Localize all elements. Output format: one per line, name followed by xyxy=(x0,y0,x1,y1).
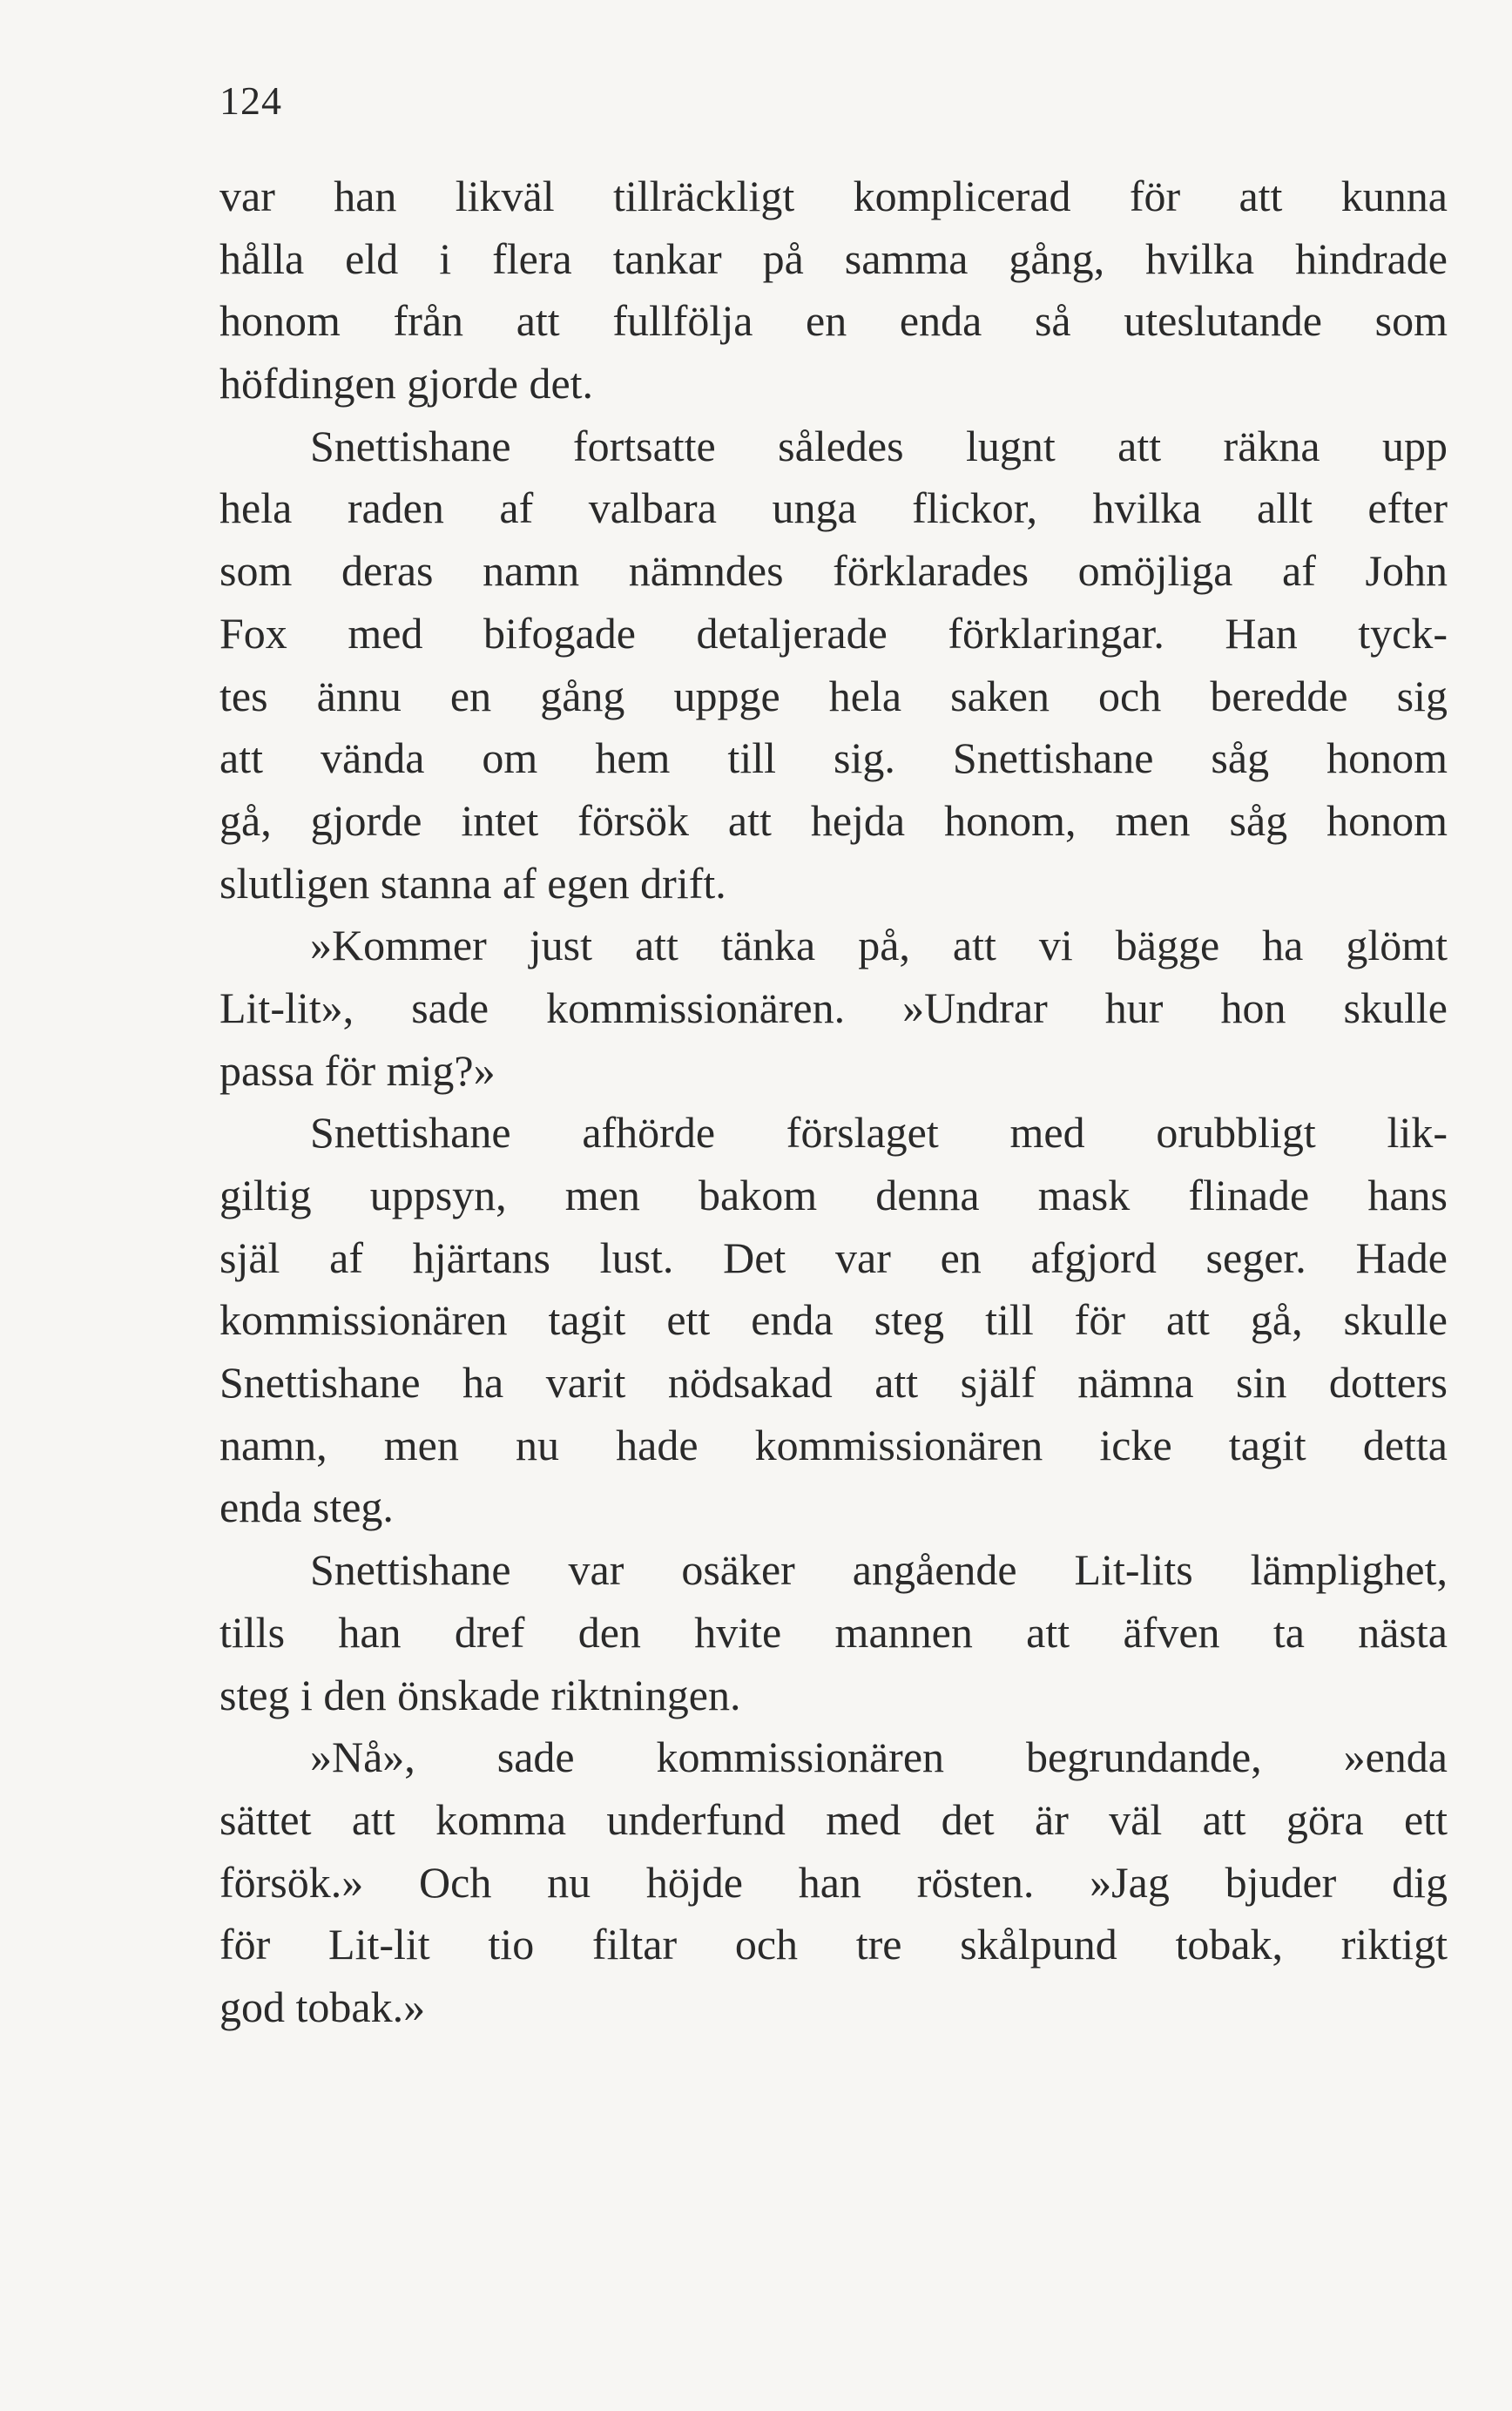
text-line: tills han dref den hvite mannen att äfven ta nästa xyxy=(219,1607,1448,1657)
text-line: slutligen stanna af egen drift. xyxy=(219,858,726,908)
text-line: tes ännu en gång uppge hela saken och beredde sig xyxy=(219,671,1448,720)
body-text xyxy=(219,165,1448,2039)
text-line: steg i den önskade riktningen. xyxy=(219,1670,741,1719)
text-line: för Lit-lit tio filtar och tre skålpund tobak, riktigt xyxy=(219,1920,1448,1969)
text-line: Fox med bifogade detaljerade förklaringar. Han tyck- xyxy=(219,608,1448,658)
text-line: själ af hjärtans lust. Det var en afgjord seger. Hade xyxy=(219,1233,1448,1282)
text-line: Snettishane var osäker angående Lit-lits lämplighet, xyxy=(310,1545,1448,1595)
text-line: sättet att komma underfund med det är väl att göra ett xyxy=(219,1794,1448,1844)
text-line: Snettishane ha varit nödsakad att själf nämna sin dotters xyxy=(219,1358,1448,1408)
text-line: enda steg. xyxy=(219,1482,394,1532)
text-line: Snettishane afhörde förslaget med orubbligt lik- xyxy=(310,1108,1448,1158)
text-line: honom från att fullfölja en enda så uteslutande som xyxy=(219,296,1448,346)
text-line: gå, gjorde intet försök att hejda honom, men såg honom xyxy=(219,795,1448,845)
text-line: »Kommer just att tänka på, att vi bägge ha glömt xyxy=(310,921,1448,970)
text-line: hela raden af valbara unga flickor, hvilka allt efter xyxy=(219,483,1448,533)
text-line: namn, men nu hade kommissionären icke tagit detta xyxy=(219,1420,1448,1469)
text-line: som deras namn nämndes förklarades omöjliga af John xyxy=(219,546,1448,596)
text-line: Snettishane fortsatte således lugnt att räkna upp xyxy=(310,421,1448,470)
text-line: höfdingen gjorde det. xyxy=(219,359,594,409)
text-line: kommissionären tagit ett enda steg till för att gå, skulle xyxy=(219,1295,1448,1345)
text-line: att vända om hem till sig. Snettishane såg honom xyxy=(219,733,1448,783)
text-line: god tobak.» xyxy=(219,1982,426,2031)
text-line: passa för mig?» xyxy=(219,1045,496,1095)
text-line: giltig uppsyn, men bakom denna mask flinade hans xyxy=(219,1171,1448,1219)
page-number: 124 xyxy=(219,78,282,123)
text-line: försök.» Och nu höjde han rösten. »Jag bjuder dig xyxy=(219,1857,1448,1907)
text-line: »Nå», sade kommissionären begrundande, »enda xyxy=(310,1732,1448,1782)
text-line: hålla eld i flera tankar på samma gång, hvilka hindrade xyxy=(219,233,1448,283)
text-line: var han likväl tillräckligt komplicerad för att kunna xyxy=(219,172,1448,220)
text-line: Lit-lit», sade kommissionären. »Undrar hur hon skulle xyxy=(219,983,1448,1032)
